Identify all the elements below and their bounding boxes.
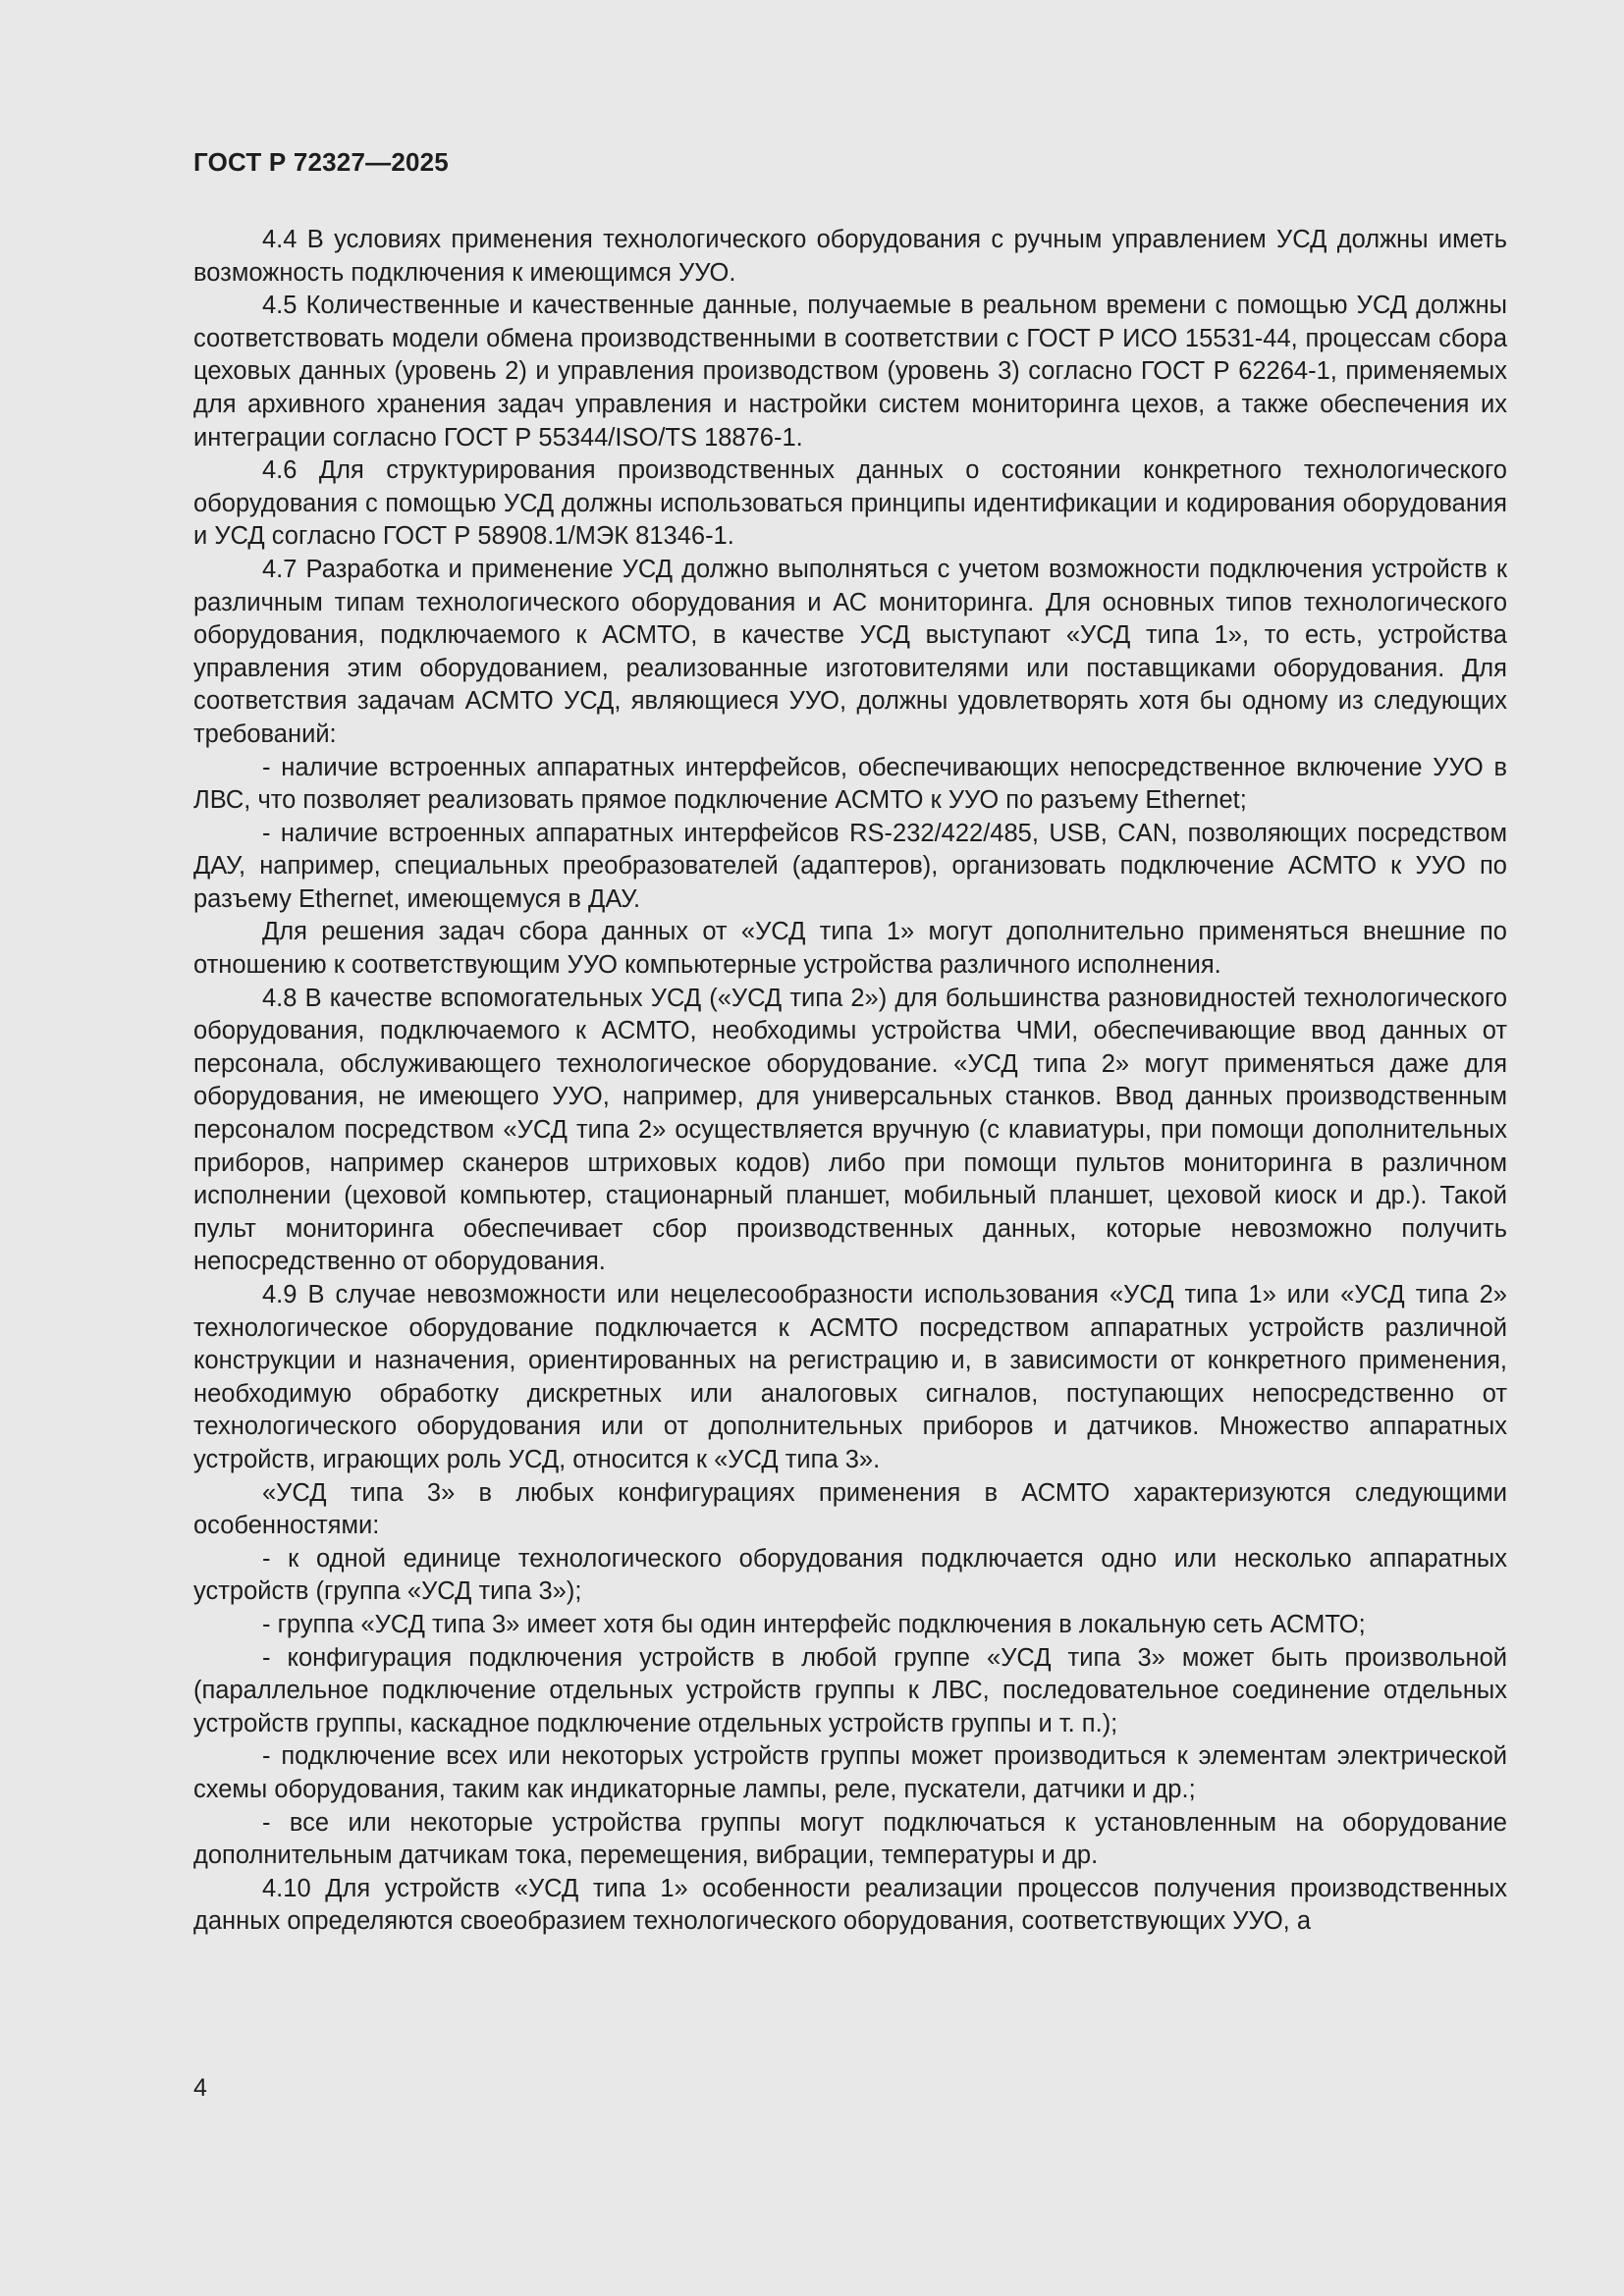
paragraph-4-6: 4.6 Для структурирования производственных данных о состоянии конкретного технологического оборудования с помощью УСД должны использоваться принципы идентификации и кодирования оборудования и УСД согласно ГОСТ Р 58908.1/МЭК 81346-1.	[193, 456, 1507, 551]
paragraph-usd-type-3-features: «УСД типа 3» в любых конфигурациях применения в АСМТО характеризуются следующими особенностями:	[193, 1478, 1507, 1540]
list-item-rs232-interfaces: - наличие встроенных аппаратных интерфейсов RS-232/422/485, USB, CAN, позволяющих посредством ДАУ, например, специальных преобразователей (адаптеров), организовать подключение АСМТО к УУО по разъему Ethernet, имеющемуся в ДАУ.	[193, 819, 1507, 913]
paragraph-4-7: 4.7 Разработка и применение УСД должно выполняться с учетом возможности подключения устройств к различным типам технологического оборудования и АС мониторинга. Для основных типов технологического оборудования, подключаемого к АСМТО, в качестве УСД выступают «УСД типа 1», то есть, устройства управления этим оборудованием, реализованные изготовителями или поставщиками оборудования. Для соответствия задачам АСМТО УСД, являющиеся УУО, должны удовлетворять хотя бы одному из следующих требований:	[193, 555, 1507, 748]
list-item-ethernet-interfaces: - наличие встроенных аппаратных интерфейсов, обеспечивающих непосредственное включение УУО в ЛВС, что позволяет реализовать прямое подключение АСМТО к УУО по разъему Ethernet;	[193, 753, 1507, 815]
document-body	[193, 224, 1507, 1939]
list-item-additional-sensors: - все или некоторые устройства группы могут подключаться к установленным на оборудование дополнительным датчикам тока, перемещения, вибрации, температуры и др.	[193, 1808, 1507, 1870]
paragraph-4-4: 4.4 В условиях применения технологического оборудования с ручным управлением УСД должны иметь возможность подключения к имеющимся УУО.	[193, 226, 1507, 287]
paragraph-usd-type-1-note: Для решения задач сбора данных от «УСД типа 1» могут дополнительно применяться внешние по отношению к соответствующим УУО компьютерные устройства различного исполнения.	[193, 918, 1507, 980]
page-header-standard: ГОСТ Р 72327—2025	[193, 147, 449, 177]
list-item-connection-configuration: - конфигурация подключения устройств в любой группе «УСД типа 3» может быть произвольной (параллельное подключение отдельных устройств группы к ЛВС, последовательное соединение отдельных устройств группы, каскадное подключение отдельных устройств группы и т. п.);	[193, 1643, 1507, 1737]
paragraph-4-9: 4.9 В случае невозможности или нецелесообразности использования «УСД типа 1» или «УСД типа 2» технологическое оборудование подключается к АСМТО посредством аппаратных устройств различной конструкции и назначения, ориентированных на регистрацию и, в зависимости от конкретного применения, необходимую обработку дискретных или аналоговых сигналов, поступающих непосредственно от технологического оборудования или от дополнительных приборов и датчиков. Множество аппаратных устройств, играющих роль УСД, относится к «УСД типа 3».	[193, 1281, 1507, 1473]
list-item-device-group: - к одной единице технологического оборудования подключается одно или несколько аппаратных устройств (группа «УСД типа 3»);	[193, 1544, 1507, 1606]
list-item-electrical-circuit: - подключение всех или некоторых устройств группы может производиться к элементам электрической схемы оборудования, таким как индикаторные лампы, реле, пускатели, датчики и др.;	[193, 1742, 1507, 1803]
paragraph-4-8: 4.8 В качестве вспомогательных УСД («УСД типа 2») для большинства разновидностей технологического оборудования, подключаемого к АСМТО, необходимы устройства ЧМИ, обеспечивающие ввод данных от персонала, обслуживающего технологическое оборудование. «УСД типа 2» могут применяться даже для оборудования, не имеющего УУО, например, для универсальных станков. Ввод данных производственным персоналом посредством «УСД типа 2» осуществляется вручную (с клавиатуры, при помощи дополнительных приборов, например сканеров штриховых кодов) либо при помощи пультов мониторинга в различном исполнении (цеховой компьютер, стационарный планшет, мобильный планшет, цеховой киоск и др.). Такой пульт мониторинга обеспечивает сбор производственных данных, которые невозможно получить непосредственно от оборудования.	[193, 984, 1507, 1276]
list-item-network-interface: - группа «УСД типа 3» имеет хотя бы один интерфейс подключения в локальную сеть АСМТО;	[262, 1610, 1366, 1638]
paragraph-4-5: 4.5 Количественные и качественные данные, получаемые в реальном времени с помощью УСД должны соответствовать модели обмена производственными в соответствии с ГОСТ Р ИСО 15531-44, процессам сбора цеховых данных (уровень 2) и управления производством (уровень 3) согласно ГОСТ Р 62264-1, применяемых для архивного хранения задач управления и настройки систем мониторинга цехов, а также обеспечения их интеграции согласно ГОСТ Р 55344/ISO/TS 18876-1.	[193, 292, 1507, 452]
page-number: 4	[193, 2074, 207, 2102]
paragraph-4-10: 4.10 Для устройств «УСД типа 1» особенности реализации процессов получения производственных данных определяются своеобразием технологического оборудования, соответствующих УУО, а	[193, 1874, 1507, 1936]
